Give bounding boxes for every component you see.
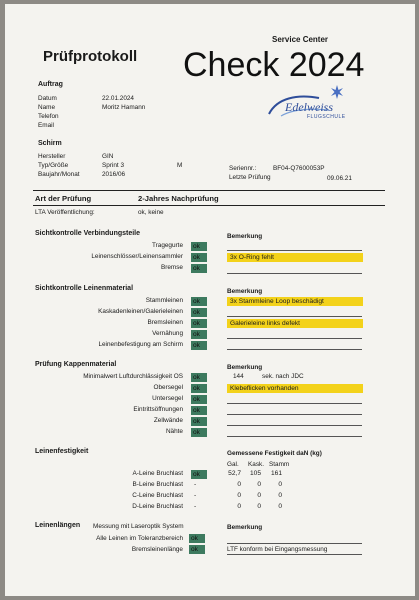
status-cell: ok — [191, 308, 207, 317]
note-line — [227, 436, 362, 437]
value-kask: 0 — [257, 481, 261, 488]
value-stamm: 0 — [278, 481, 282, 488]
row-label: Obersegel — [153, 384, 183, 391]
row-label: Stammleinen — [145, 297, 183, 304]
baujahr-label: Baujahr/Monat — [38, 171, 80, 178]
kappenmaterial-heading: Prüfung Kappenmaterial — [35, 361, 117, 368]
bemerkung-label: Bemerkung — [227, 524, 263, 531]
divider — [33, 190, 385, 191]
row-label: A-Leine Bruchlast — [132, 470, 183, 477]
name-label: Name — [38, 104, 56, 111]
bemerkung-label: Bemerkung — [227, 364, 263, 371]
row-label: Untersegel — [152, 395, 183, 402]
row-label: Minimalwert Luftdurchlässigkeit OS — [83, 373, 183, 380]
verbindungsteile-heading: Sichtkontrolle Verbindungsteile — [35, 230, 141, 237]
row-label: B-Leine Bruchlast — [132, 481, 183, 488]
note-line — [227, 543, 362, 544]
lta-value: ok, keine — [138, 209, 164, 216]
edelweiss-logo — [267, 84, 353, 126]
status-cell: - — [194, 492, 197, 499]
typ-value: Sprint 3 — [102, 162, 125, 169]
status-cell: ok — [191, 470, 207, 479]
status-cell: - — [194, 503, 197, 510]
note-text: LTF konform bei Eingangsmessung — [227, 546, 328, 553]
status-cell: ok — [191, 395, 207, 404]
column-stamm: Stamm — [269, 461, 290, 468]
row-label: Alle Leinen im Toleranzbereich — [96, 535, 183, 542]
status-cell: ok — [191, 406, 207, 415]
festigkeit-heading: Leinenfestigkeit — [35, 448, 89, 455]
row-label: Bremse — [160, 264, 183, 271]
seriennr-value: BF04-Q7600053P — [273, 165, 325, 172]
column-gal: Gal. — [227, 461, 239, 468]
status-cell: ok — [191, 428, 207, 437]
status-cell: ok — [191, 264, 207, 273]
note-line — [227, 425, 362, 426]
letzte-pruefung-value: 09.06.21 — [327, 175, 352, 182]
row-label: Zellwände — [153, 417, 183, 424]
leinenmaterial-heading: Sichtkontrolle Leinenmaterial — [35, 285, 134, 292]
status-cell: ok — [191, 253, 207, 262]
status-cell: ok — [191, 330, 207, 339]
note-highlight: 3x Stammleine Loop beschädigt — [227, 297, 363, 306]
note-line — [227, 338, 362, 339]
column-kask: Kask. — [248, 461, 264, 468]
permeability-value: 144 — [233, 373, 244, 380]
telefon-label: Telefon — [38, 113, 59, 120]
row-label: Kaskadenleinen/Galerieleinen — [98, 308, 183, 315]
note-line — [227, 349, 362, 350]
value-stamm: 0 — [278, 492, 282, 499]
measurement-method: Messung mit Laseroptik System — [93, 523, 184, 530]
row-label: Leinenbefestigung am Schirm — [98, 341, 183, 348]
status-cell: ok — [191, 373, 207, 382]
bemerkung-label: Bemerkung — [227, 233, 263, 240]
status-cell: ok — [191, 297, 207, 306]
note-highlight: Klebeflicken vorhanden — [227, 384, 363, 393]
service-center-label: Service Center — [272, 35, 329, 44]
note-highlight: Galerieleine links defekt — [227, 319, 363, 328]
letzte-pruefung-label: Letzte Prüfung — [229, 174, 271, 181]
name-value: Moritz Hamann — [102, 104, 146, 111]
status-cell: ok — [189, 534, 205, 543]
permeability-unit: sek. nach JDC — [262, 373, 304, 380]
status-cell: - — [194, 481, 197, 488]
logo-subtext: FLUGSCHULE — [307, 114, 346, 120]
value-gal: 0 — [237, 503, 241, 510]
datum-label: Datum — [38, 95, 57, 102]
auftrag-heading: Auftrag — [38, 81, 63, 88]
note-line — [227, 403, 362, 404]
row-label: Tragegurte — [151, 242, 183, 249]
art-label: Art der Prüfung — [35, 194, 92, 203]
logo-text: Edelweiss — [285, 100, 333, 114]
note-line — [227, 316, 362, 317]
status-cell: ok — [191, 417, 207, 426]
note-line — [227, 554, 362, 555]
groesse-value: M — [177, 162, 183, 169]
value-kask: 0 — [257, 492, 261, 499]
value-gal: 0 — [237, 481, 241, 488]
status-cell: ok — [191, 319, 207, 328]
art-value: 2-Jahres Nachprüfung — [138, 194, 219, 203]
measured-heading: Gemessene Festigkeit daN (kg) — [227, 450, 322, 457]
divider — [33, 205, 385, 206]
datum-value: 22.01.2024 — [102, 95, 134, 102]
status-cell: ok — [191, 341, 207, 350]
row-label: C-Leine Bruchlast — [132, 492, 183, 499]
hersteller-value: GIN — [102, 153, 114, 160]
page-title: Prüfprotokoll — [43, 48, 138, 65]
leinenlaengen-heading: Leinenlängen — [35, 522, 81, 529]
status-cell: ok — [191, 242, 207, 251]
value-gal: 0 — [237, 492, 241, 499]
hersteller-label: Hersteller — [38, 153, 66, 160]
row-label: Bremsleinen — [147, 319, 183, 326]
lta-label: LTA Veröffentlichung: — [35, 209, 95, 216]
row-label: Vernähung — [152, 330, 183, 337]
row-label: Eintrittsöffnungen — [133, 406, 183, 413]
note-line — [227, 273, 362, 274]
seriennr-label: Seriennr.: — [229, 165, 257, 172]
row-label: Bremsleinenlänge — [131, 546, 183, 553]
row-label: Nähte — [165, 428, 183, 435]
schirm-heading: Schirm — [38, 140, 62, 147]
note-line — [227, 250, 362, 251]
row-label: D-Leine Bruchlast — [132, 503, 183, 510]
value-stamm: 161 — [270, 470, 282, 477]
bemerkung-label: Bemerkung — [227, 288, 263, 295]
value-kask: 0 — [257, 503, 261, 510]
email-label: Email — [38, 122, 54, 129]
baujahr-value: 2016/06 — [102, 171, 126, 178]
row-label: Leinenschlösser/Leinensammler — [91, 253, 183, 260]
status-cell: ok — [189, 545, 205, 554]
value-stamm: 0 — [278, 503, 282, 510]
typ-label: Typ/Größe — [38, 162, 69, 169]
note-highlight: 3x O-Ring fehlt — [227, 253, 363, 262]
value-kask: 105 — [249, 470, 261, 477]
status-cell: ok — [191, 384, 207, 393]
value-gal: 52,7 — [228, 470, 241, 477]
check-stamp: Check 2024 — [183, 46, 365, 84]
protocol-sheet — [5, 4, 415, 596]
note-line — [227, 414, 362, 415]
